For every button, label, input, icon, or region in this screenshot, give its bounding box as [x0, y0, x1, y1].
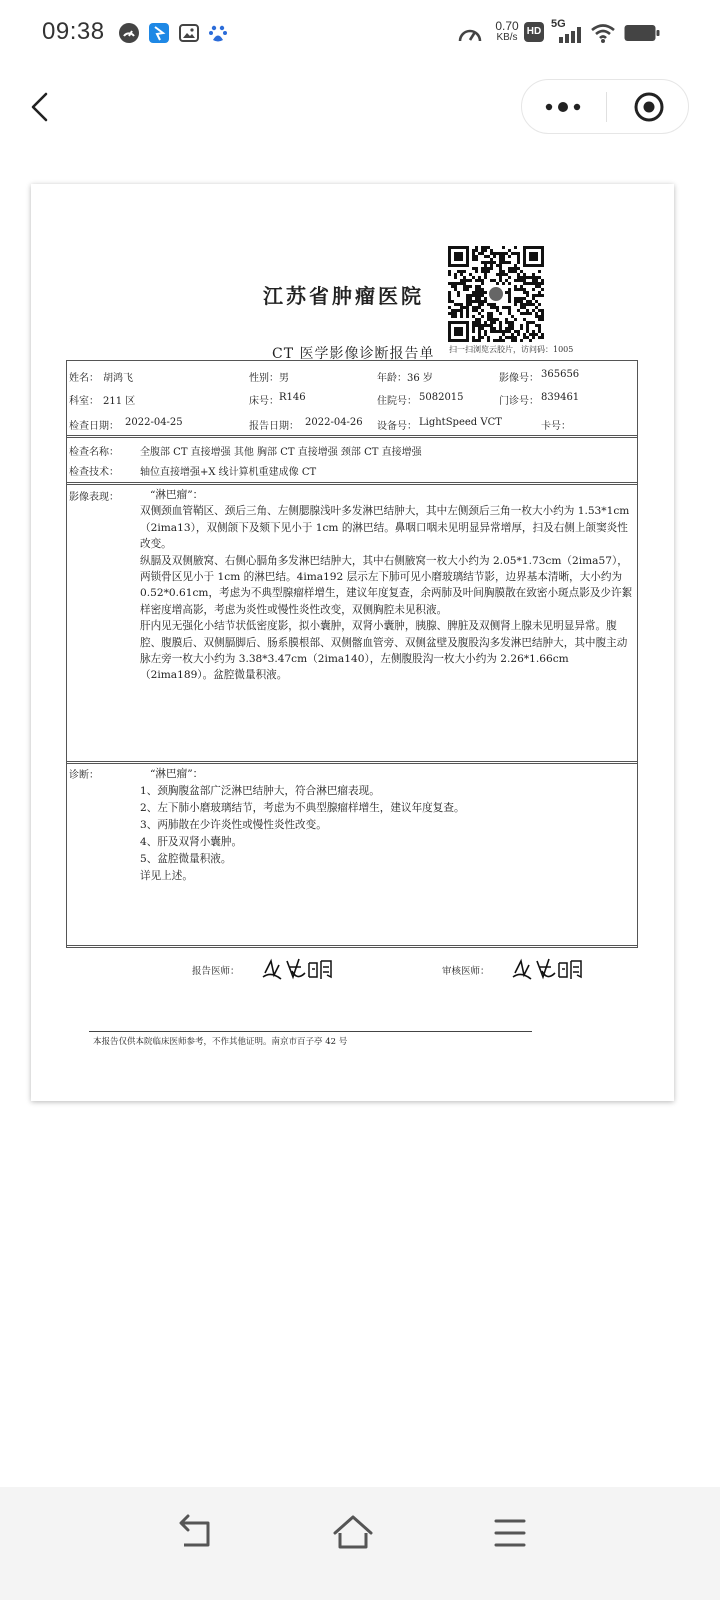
diagnosis-item: 5、盆腔微量积液。 — [140, 853, 232, 865]
device-label: 设备号： — [377, 421, 417, 432]
exam-tech-label: 检查技术： — [69, 467, 119, 478]
nav-menu-button[interactable] — [480, 1507, 540, 1559]
exam-name: 全腹部 CT 直接增强 其他 胸部 CT 直接增强 颈部 CT 直接增强 — [140, 447, 422, 458]
status-bar — [0, 0, 720, 66]
speed-gauge-icon — [457, 22, 483, 46]
report-date: 2022-04-26 — [305, 417, 363, 428]
inpatient-no: 5082015 — [419, 392, 464, 403]
mini-program-capsule — [521, 79, 689, 134]
reporter-label: 报告医师： — [192, 966, 240, 977]
bed-label: 床号： — [249, 396, 279, 407]
diagnosis-item: 详见上述。 — [140, 870, 193, 882]
diagnosis-label: 诊断： — [69, 770, 99, 781]
chevron-left-icon — [22, 88, 62, 128]
nav-menu-icon — [480, 1507, 540, 1559]
target-close-icon — [607, 80, 689, 133]
close-mini-program-button[interactable] — [607, 80, 689, 133]
battery-icon — [624, 22, 660, 44]
back-button[interactable] — [22, 88, 62, 128]
exam-date: 2022-04-25 — [125, 417, 183, 428]
hd-icon — [524, 22, 544, 42]
report-title: CT 医学影像诊断报告单 — [272, 346, 435, 362]
gallery-icon — [178, 22, 200, 44]
speedometer-icon — [118, 22, 140, 44]
reporter-signature — [259, 953, 347, 983]
diagnosis-section — [140, 766, 465, 885]
wifi-icon — [590, 22, 616, 44]
network-speed — [490, 21, 524, 43]
qr-code[interactable] — [448, 246, 544, 342]
hd-badge-label: HD — [526, 26, 542, 37]
network-speed-unit: KB/s — [496, 32, 518, 43]
card-label: 卡号： — [541, 421, 571, 432]
findings-paragraph: 纵膈及双侧腋窝、右侧心膈角多发淋巴结肿大，其中右侧腋窝一枚大小约为 2.05*1.73cm（2ima57），两锁骨区见小于 1cm 的淋巴结。4ima192 层示左下肺可见小磨玻璃结节影，边界基本清晰，大小约为 0.52*0.61cm，考虑为不典型腺瘤样增生，建议年度复查，余两肺及叶间胸膜散在致密小斑点影及少许絮样密度增高影，考虑为炎性或慢性炎性改变，双侧胸腔未见积液。 — [140, 554, 633, 616]
more-button[interactable] — [522, 80, 606, 133]
nav-home-icon — [323, 1507, 383, 1559]
network-type-label: 5G — [551, 18, 566, 30]
dept-label: 科室： — [69, 396, 99, 407]
outpatient-no: 839461 — [541, 392, 580, 403]
image-no: 365656 — [541, 369, 580, 380]
patient-name: 胡鸿飞 — [103, 373, 133, 384]
baidu-paw-icon — [207, 22, 229, 44]
nav-back-icon — [166, 1507, 226, 1559]
exam-date-label: 检查日期： — [69, 421, 119, 432]
outpatient-label: 门诊号： — [499, 396, 539, 407]
report-table — [66, 360, 638, 948]
more-dots-icon — [522, 80, 606, 133]
device-no: LightSpeed VCT — [419, 417, 502, 428]
diagnosis-heading: “淋巴瘤”： — [150, 768, 204, 780]
findings-paragraph: 双侧颈血管鞘区、颈后三角、左侧腮腺浅叶多发淋巴结肿大，其中左侧颈后三角一枚大小约为 1.53*1cm（2ima13），双侧颌下及颏下见小于 1cm 的淋巴结。鼻咽口咽未见明显异常增厚，扫及右侧上颌窦炎性改变。 — [140, 505, 630, 551]
exam-name-label: 检查名称： — [69, 447, 119, 458]
divider-line — [67, 945, 637, 946]
exam-tech: 轴位直接增强+X 线计算机重建成像 CT — [140, 467, 317, 478]
findings-heading: “淋巴瘤”： — [150, 489, 204, 501]
gender-label: 性别： — [249, 373, 279, 384]
report-document — [31, 184, 674, 1101]
diagnosis-item: 2、左下肺小磨玻璃结节，考虑为不典型腺瘤样增生，建议年度复查。 — [140, 802, 465, 814]
divider-line — [67, 484, 637, 485]
signal-icon — [551, 18, 583, 44]
age-label: 年龄： — [377, 373, 407, 384]
findings-paragraph: 肝内见无强化小结节状低密度影，拟小囊肿，双肾小囊肿，胰腺、脾脏及双侧肾上腺未见明显异常。腹腔、腹膜后、双侧膈脚后、肠系膜根部、双侧髂血管旁、双侧盆壁及腹股沟多发淋巴结肿大，其中腹主动脉左旁一枚大小约为 3.38*3.47cm（2ima140），左侧腹股沟一枚大小约为 2.26*1.66cm（2ima189）。盆腔微量积液。 — [140, 620, 628, 682]
nav-back-button[interactable] — [166, 1507, 226, 1559]
diagnosis-item: 3、两肺散在少许炎性或慢性炎性改变。 — [140, 819, 327, 831]
findings-section — [140, 487, 634, 684]
status-time: 09:38 — [42, 18, 105, 45]
divider-line — [67, 761, 637, 762]
bed-no: R146 — [279, 392, 306, 403]
hospital-name: 江苏省肿瘤医院 — [263, 284, 424, 308]
inpatient-label: 住院号： — [377, 396, 417, 407]
reviewer-label: 审核医师： — [442, 966, 490, 977]
report-date-label: 报告日期： — [249, 421, 299, 432]
report-footer: 本报告仅供本院临床医师参考，不作其他证明。南京市百子亭 42 号 — [93, 1037, 348, 1047]
patient-gender: 男 — [279, 373, 289, 384]
reviewer-signature — [509, 953, 597, 983]
qr-caption: 扫一扫浏览云胶片，访问码：1005 — [449, 345, 574, 354]
dept: 211 区 — [103, 396, 136, 407]
diagnosis-item: 4、肝及双肾小囊肿。 — [140, 836, 243, 848]
divider-line — [67, 437, 637, 438]
network-speed-value: 0.70 — [495, 19, 519, 33]
footer-line — [89, 1031, 532, 1032]
patient-age: 36 岁 — [407, 373, 433, 384]
divider-line — [67, 482, 637, 483]
findings-label: 影像表现： — [69, 492, 119, 503]
navigation-bar — [0, 1487, 720, 1600]
divider-line — [67, 435, 637, 436]
image-no-label: 影像号： — [499, 373, 539, 384]
diagnosis-item: 1、颈胸腹盆部广泛淋巴结肿大，符合淋巴瘤表现。 — [140, 785, 380, 797]
app-notification-icon — [148, 22, 170, 44]
nav-home-button[interactable] — [323, 1507, 383, 1559]
divider-line — [67, 763, 637, 764]
name-label: 姓名： — [69, 373, 99, 384]
